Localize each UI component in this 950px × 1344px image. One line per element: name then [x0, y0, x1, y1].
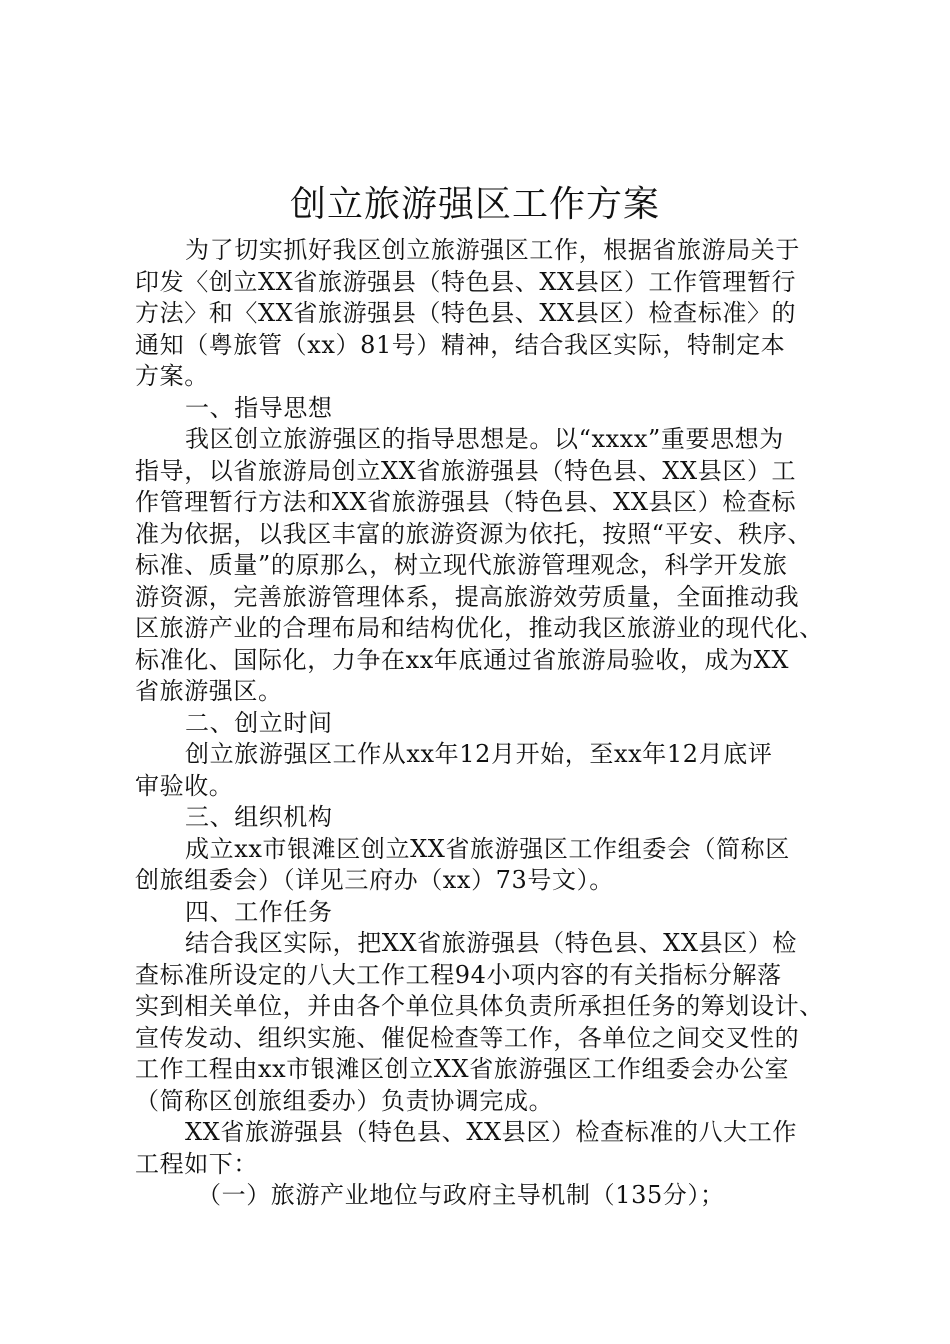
section-heading: 三、组织机构	[185, 803, 333, 831]
text-line: 作管理暂行方法和XX省旅游强县（特色县、XX县区）检查标	[135, 488, 797, 516]
text-line: 创立旅游强区工作从xx年12月开始，至xx年12月底评	[185, 740, 773, 768]
document-body	[135, 235, 835, 1212]
list-item: （一）旅游产业地位与政府主导机制（135分）；	[197, 1181, 725, 1209]
text-line: 省旅游强区。	[135, 677, 283, 705]
text-line: 指导，以省旅游局创立XX省旅游强县（特色县、XX县区）工	[135, 456, 797, 485]
text-line: 标准化、国际化，力争在xx年底通过省旅游局验收，成为XX	[135, 645, 790, 674]
text-line: 标准、质量”的原那么，树立现代旅游管理观念，科学开发旅	[135, 551, 788, 579]
text-line: 结合我区实际，把XX省旅游强县（特色县、XX县区）检	[185, 929, 797, 957]
text-line: 准为依据，以我区丰富的旅游资源为依托，按照“平安、秩序、	[135, 519, 813, 548]
text-line: 印发〈创立XX省旅游强县（特色县、XX县区）工作管理暂行	[135, 267, 797, 296]
text-line: 工作工程由xx市银滩区创立XX省旅游强区工作组委会办公室	[135, 1055, 790, 1083]
text-line: 宣传发动、组织实施、催促检查等工作，各单位之间交叉性的	[135, 1023, 800, 1052]
text-line: 游资源，完善旅游管理体系，提高旅游效劳质量，全面推动我	[135, 582, 800, 611]
text-line: 审验收。	[135, 771, 234, 800]
section-heading: 四、工作任务	[185, 897, 333, 926]
section-heading: 二、创立时间	[185, 708, 333, 737]
text-line: 实到相关单位，并由各个单位具体负责所承担任务的筹划设计、	[135, 992, 824, 1020]
text-line: 区旅游产业的合理布局和结构优化，推动我区旅游业的现代化、	[135, 614, 824, 642]
text-line: 创旅组委会）（详见三府办（xx）73号文）。	[135, 866, 614, 894]
text-line: 为了切实抓好我区创立旅游强区工作，根据省旅游局关于	[185, 236, 800, 264]
text-line: 通知（粤旅管（xx）81号）精神，结合我区实际，特制定本	[135, 330, 786, 359]
text-line: （简称区创旅组委办）负责协调完成。	[135, 1086, 554, 1115]
text-line: XX省旅游强县（特色县、XX县区）检查标准的八大工作	[185, 1118, 797, 1146]
section-heading: 一、指导思想	[185, 393, 333, 422]
text-line: 成立xx市银滩区创立XX省旅游强区工作组委会（简称区	[185, 834, 790, 863]
text-line: 查标准所设定的八大工作工程94小项内容的有关指标分解落	[135, 960, 782, 989]
text-line: 方法〉和〈XX省旅游强县（特色县、XX县区）检查标准〉的	[135, 299, 797, 327]
text-line: 方案。	[135, 362, 209, 390]
document-title: 创立旅游强区工作方案	[289, 184, 660, 225]
text-line: 我区创立旅游强区的指导思想是。以“xxxx”重要思想为	[185, 425, 784, 453]
text-line: 工程如下：	[135, 1149, 258, 1178]
